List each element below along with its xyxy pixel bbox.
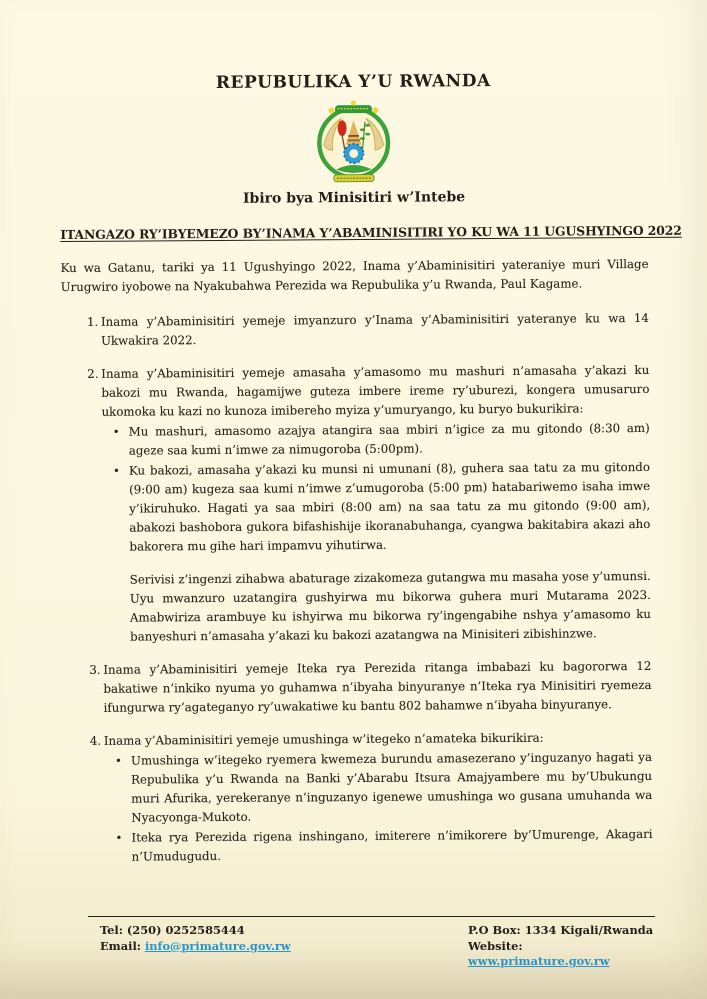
bullet-item (104, 825, 652, 867)
decision-item-1 (61, 309, 649, 351)
decision-item-2 (61, 361, 651, 647)
footer (88, 916, 655, 968)
republic-title: REPUBULIKA Y’U RWANDA (215, 71, 491, 93)
website-label: Website: (468, 938, 523, 953)
bullet-marker: • (112, 424, 120, 439)
item-text: Inama y’Abaminisitiri yemeje Iteka rya Perezida ritanga imbabazi ku bagororwa 12 bakatiwe n’inkiko nyuma yo guhamwa n’ibyaha binyuranye n’Iteka rya Minisitiri ryemeza ifungurwa ry’agateganyo ry’uwakatiwe ku bantu 802 bahamwe n’ibyaha binyuranye. (103, 658, 652, 715)
tel-label: Tel: (100, 923, 123, 937)
bullet-text: Umushinga w’itegeko ryemera kwemeza burundu amasezerano y’inguzanyo hagati ya Repubulika y’u Rwanda na Banki y’Abarabu Itsura Amajyambere mu by’Ubukungu muri Afurika, yerekeranye n’inguzanyo igenewe umushinga wo gusana umuhanda wa Nyacyonga-Mukoto. (130, 749, 653, 825)
decision-item-3 (63, 657, 651, 718)
bullet-item (104, 748, 653, 828)
bullet-item (102, 458, 651, 557)
rwanda-coat-of-arms-icon (309, 99, 398, 188)
item-text: Inama y’Abaminisitiri yemeje amasaha y’amasomo mu mashuri n’amasaha y’akazi ku bakozi mu Rwanda, hagamijwe guteza imbere ireme ry’uburezi, kongera umusaruro ukomoka ku kazi no kunoza imibereho myiza y’umuryango, ku buryo bukurikira: (101, 362, 650, 419)
pobox-line (468, 923, 655, 939)
tel-line (100, 923, 291, 939)
document-title: ITANGAZO RY’IBYEMEZO BY’INAMA Y’ABAMINISITIRI YO KU WA 11 UGUSHYINGO 2022 (60, 222, 682, 243)
website-line (468, 939, 655, 970)
item-text: Inama y’Abaminisitiri yemeje imyanzuro y’Inama y’Abaminisitiri yateranye ku wa 14 Ukwakira 2022. (100, 310, 649, 348)
item-text: Inama y’Abaminisitiri yemeje umushinga w’itegeko n’amateka bikurikira: (103, 730, 544, 748)
intro-paragraph: Ku wa Gatanu, tariki ya 11 Ugushyingo 2022, Inama y’Abaminisitiri yateraniye muri Village Urugwiro iyobowe na Nyakubahwa Perezida wa Repubulika y’u Rwanda, Paul Kagame. (60, 256, 649, 295)
footer-divider (88, 916, 655, 917)
email-link[interactable]: info@primature.gov.rw (144, 938, 291, 953)
footer-contact-left (100, 923, 291, 954)
document-content (59, 70, 682, 881)
item-number: 4. (89, 733, 102, 748)
email-label: Email: (100, 938, 141, 953)
item-subparagraph: Serivisi z’ingenzi zihabwa abaturage zizakomeza gutangwa mu masaha yose y’umunsi. Uyu mwanzuro uzatangira gushyirwa mu bikorwa guhera muri Mutarama 2023. Amabwiriza arambuye ku ishyirwa mu bikorwa ry’ingengabihe nshya y’amasomo ku banyeshuri n’amasaha y’akazi ku bakozi azatangwa na Minisiteri zibishinzwe. (129, 568, 652, 644)
bullet-marker: • (115, 830, 123, 845)
decision-item-4 (64, 728, 653, 867)
bullet-text: Ku bakozi, amasaha y’akazi ku munsi ni umunani (8), guhera saa tatu za mu gitondo (9:00 am) kugeza saa kumi n’imwe z’umugoroba (5:00 pm) hatabariwemo isaha imwe y’ikiruhuko. Hagati ya saa mbiri (8:00 am) na saa tatu za mu gitondo (9:00 am), abakozi bashobora gukora bifashishije ikoranabuhanga, cyangwa bakitabira akazi aho bakorera mu gihe hari impamvu yihutirwa. (128, 459, 651, 554)
website-link[interactable]: www.primature.gov.rw (468, 954, 610, 968)
bullet-text: Iteka rya Perezida rigena inshingano, imiterere n’imikorere by’Umurenge, Akagari n’Umudugudu. (131, 826, 653, 864)
pobox-value: 1334 Kigali/Rwanda (524, 923, 654, 937)
bullet-text: Mu mashuri, amasomo azajya atangira saa mbiri n’igice za mu gitondo (8:30 am) ageze saa kumi n’imwe za nimugoroba (5:00pm). (128, 420, 650, 458)
footer-contact-right (468, 923, 655, 970)
office-title: Ibiro bya Minisitiri w’Intebe (242, 189, 466, 207)
item-number: 3. (89, 662, 101, 677)
pobox-label: P.O Box: (468, 923, 521, 937)
item-number: 2. (87, 366, 99, 381)
bullet-marker: • (114, 753, 123, 768)
item-number: 1. (86, 314, 99, 329)
bullet-item (102, 419, 650, 461)
bullet-marker: • (112, 463, 120, 478)
tel-value: (250) 0252585444 (126, 923, 245, 937)
email-line (100, 939, 291, 955)
